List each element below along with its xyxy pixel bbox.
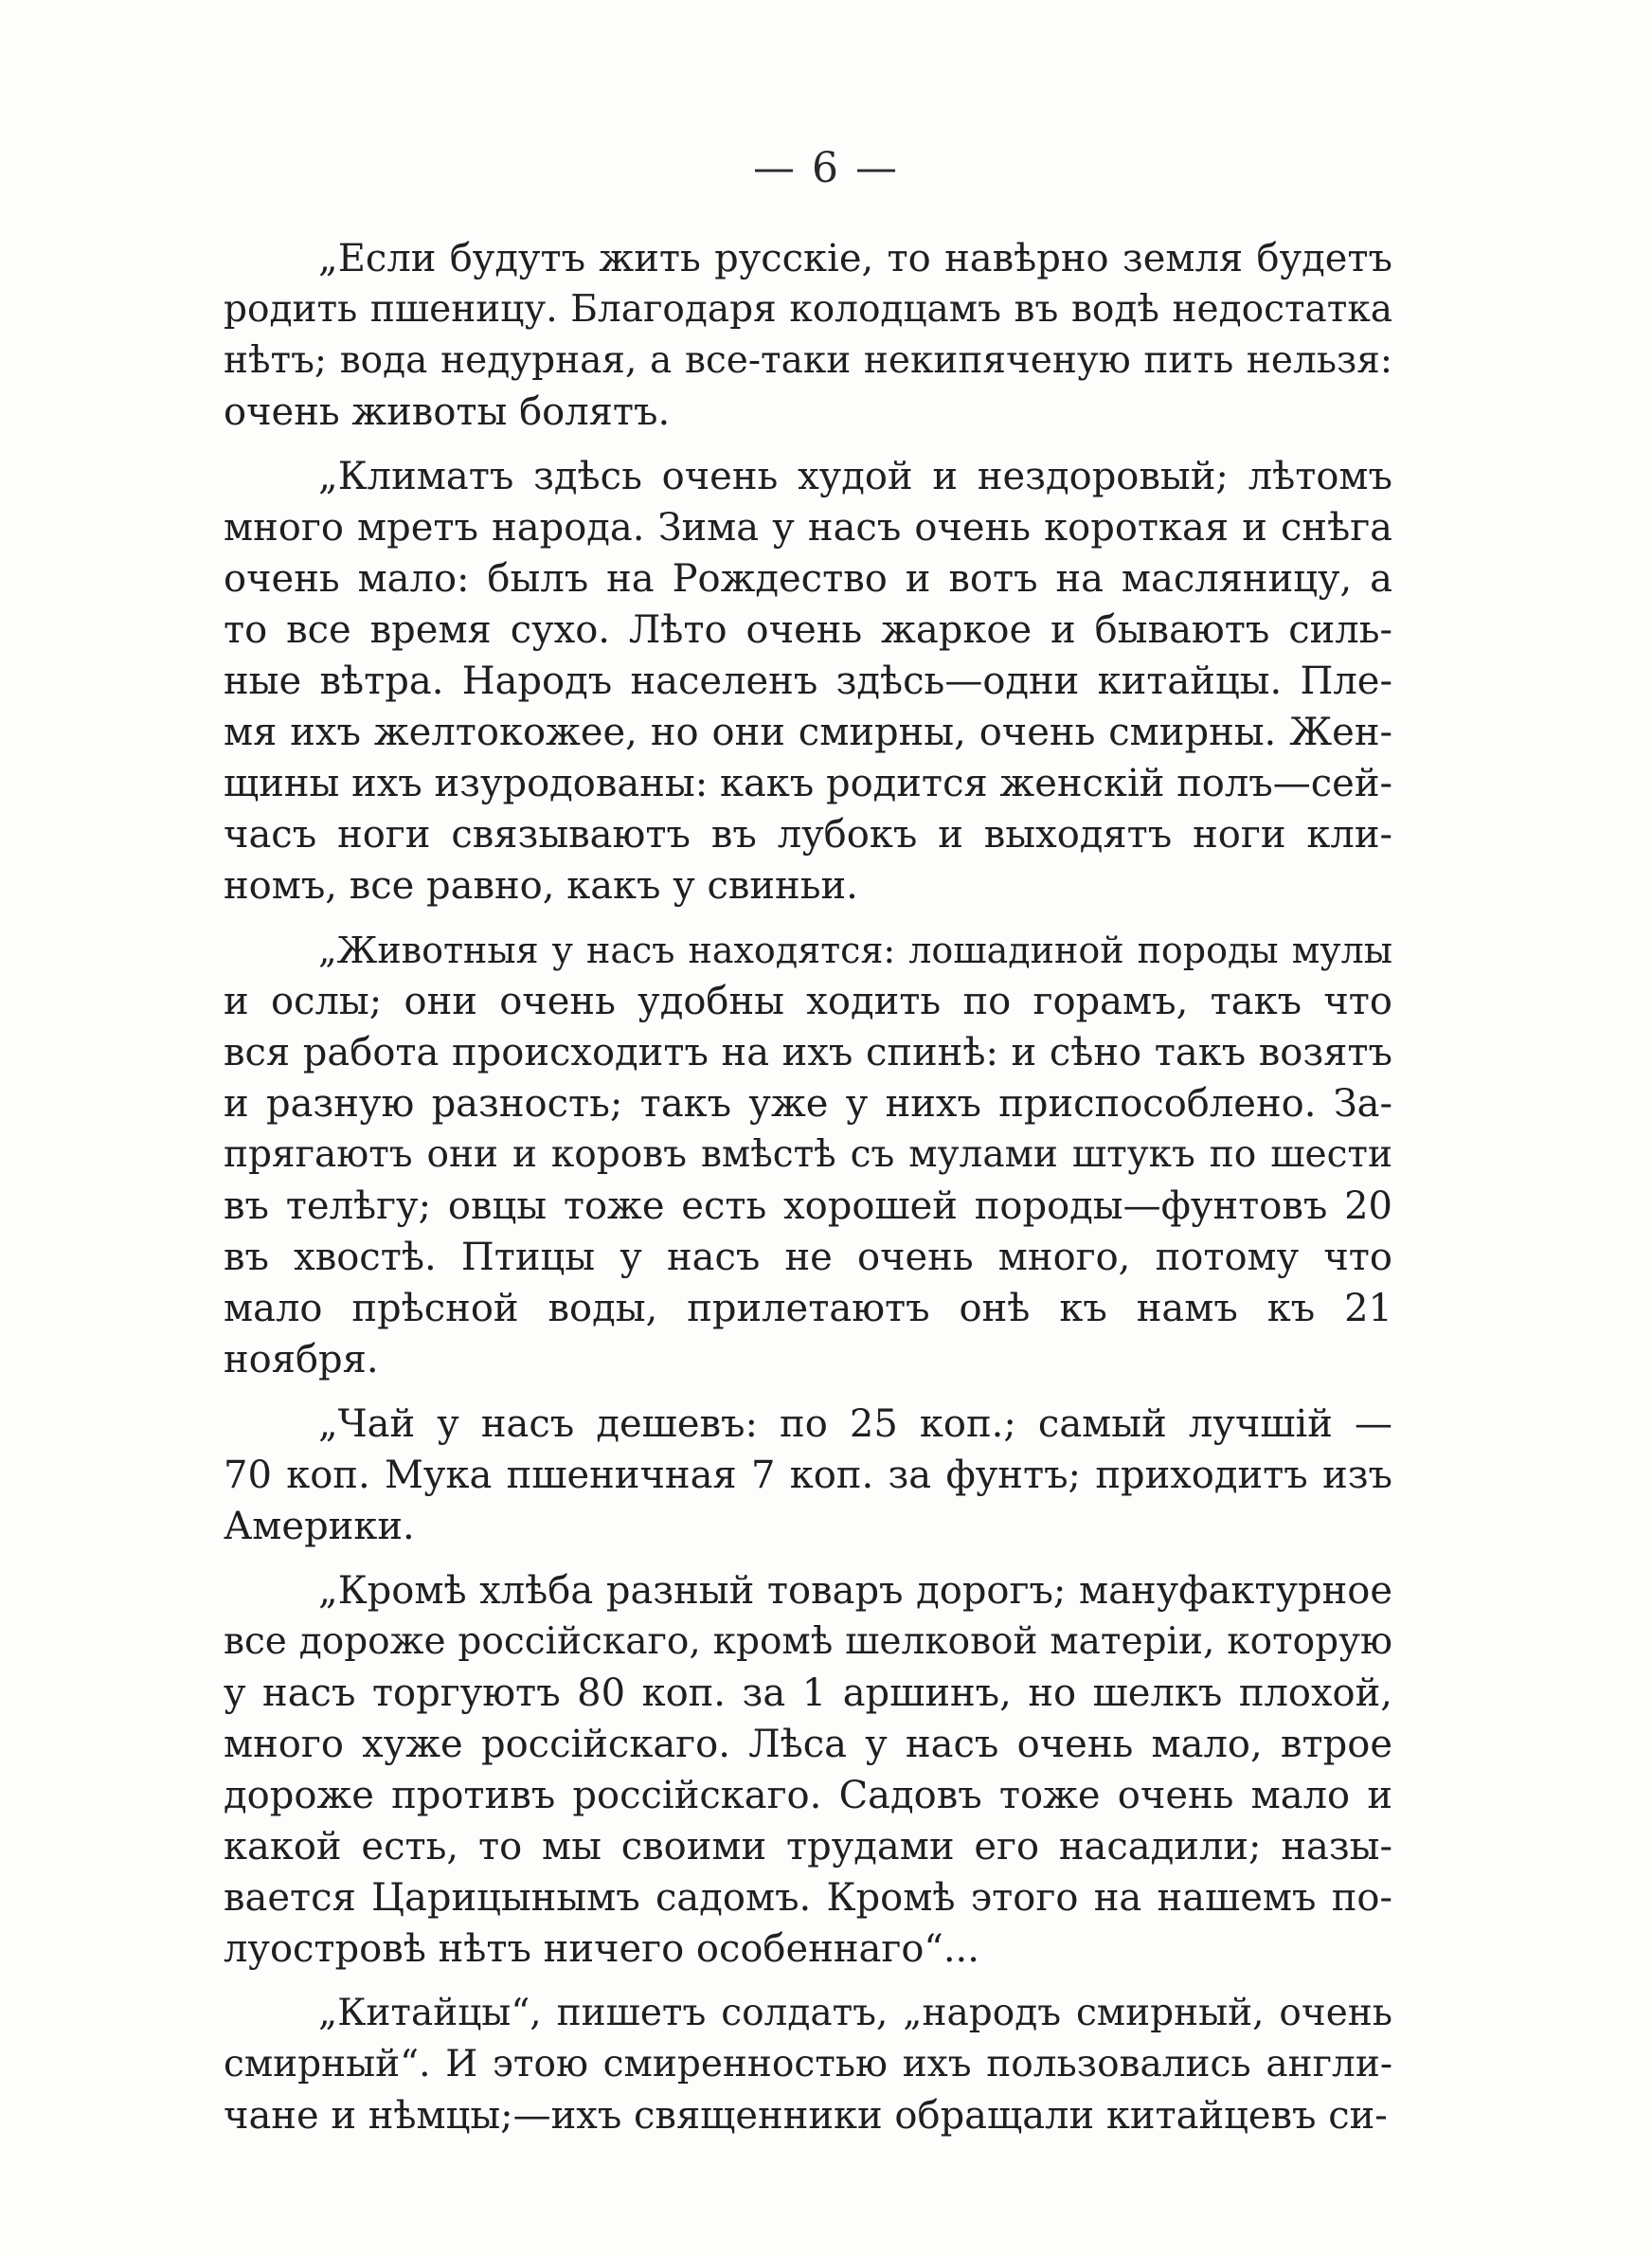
text-line: номъ, все равно, какъ у свиньи. <box>224 864 858 908</box>
text-line: дороже противъ россійскаго. Садовъ тоже очень мало и <box>224 1774 1392 1817</box>
text-line: очень мало: былъ на Рождество и вотъ на масляницу, а <box>224 557 1392 601</box>
text-line: ноября. <box>224 1338 379 1381</box>
text-line: и разную разность; такъ уже у нихъ приспособлено. За- <box>224 1082 1392 1126</box>
text-line: „Климатъ здѣсь очень худой и нездоровый; лѣтомъ <box>318 455 1392 498</box>
text-line: нѣтъ; вода недурная, а все-таки некипяченую пить нельзя: <box>224 339 1392 382</box>
text-line: „Китайцы“, пишетъ солдатъ, „народъ смирный, очень <box>318 1992 1392 2034</box>
text-line: „Животныя у насъ находятся: лошадиной породы мулы <box>318 930 1392 971</box>
paragraph <box>224 1565 1392 1975</box>
text-line: луостровѣ нѣтъ ничего особеннаго“... <box>224 1927 979 1971</box>
text-line: прягаютъ они и коровъ вмѣстѣ съ мулами штукъ по шести <box>224 1133 1392 1176</box>
text-line: смирный“. И этою смиренностью ихъ пользовались англи- <box>224 2043 1392 2085</box>
text-line: мя ихъ желтокожее, но они смирны, очень смирны. Жен- <box>224 711 1392 754</box>
page-number: — 6 — <box>753 144 899 192</box>
text-line: и ослы; они очень удобны ходить по горамъ, такъ что <box>224 980 1392 1023</box>
text-line: 70 коп. Мука пшеничная 7 коп. за фунтъ; приходитъ изъ <box>224 1454 1392 1497</box>
paragraph <box>224 233 1392 438</box>
paragraph <box>224 1988 1392 2141</box>
body-text <box>224 233 1392 2155</box>
text-line: чане и нѣмцы;—ихъ священники обращали китайцевъ си- <box>224 2094 1388 2138</box>
text-line: въ хвостѣ. Птицы у насъ не очень много, потому что <box>224 1236 1392 1279</box>
paragraph <box>224 451 1392 912</box>
text-line: Америки. <box>224 1505 415 1548</box>
paragraph <box>224 1399 1392 1552</box>
text-line: какой есть, то мы своими трудами его насадили; назы- <box>224 1825 1392 1869</box>
text-line: много мретъ народа. Зима у насъ очень короткая и снѣга <box>224 506 1392 550</box>
text-line: вся работа происходитъ на ихъ спинѣ: и сѣно такъ возятъ <box>224 1031 1392 1074</box>
text-line: часъ ноги связываютъ въ лубокъ и выходятъ ноги кли- <box>224 813 1392 857</box>
text-line: щины ихъ изуродованы: какъ родится женскій полъ—сей- <box>224 762 1392 805</box>
paragraph <box>224 925 1392 1385</box>
text-line: очень животы болятъ. <box>224 390 671 434</box>
text-line: то все время сухо. Лѣто очень жаркое и бываютъ силь- <box>224 608 1392 652</box>
text-line: въ телѣгу; овцы тоже есть хорошей породы—фунтовъ 20 <box>224 1184 1392 1228</box>
text-line: у насъ торгуютъ 80 коп. за 1 аршинъ, но шелкъ плохой, <box>224 1671 1392 1715</box>
text-line: ные вѣтра. Народъ населенъ здѣсь—одни китайцы. Пле- <box>224 659 1392 703</box>
text-line: „Чай у насъ дешевъ: по 25 коп.; самый лучшій — <box>318 1402 1392 1446</box>
text-line: „Кромѣ хлѣба разный товаръ дорогъ; мануфактурное <box>318 1569 1392 1613</box>
text-line: родить пшеницу. Благодаря колодцамъ въ водѣ недостатка <box>224 288 1392 331</box>
text-line: много хуже россійскаго. Лѣса у насъ очень мало, втрое <box>224 1723 1392 1766</box>
text-line: вается Царицынымъ садомъ. Кромѣ этого на нашемъ по- <box>224 1876 1392 1920</box>
text-line: „Если будутъ жить русскіе, то навѣрно земля будетъ <box>318 237 1392 280</box>
text-line: мало прѣсной воды, прилетаютъ онѣ къ намъ къ 21 <box>224 1287 1392 1330</box>
text-line: все дороже россійскаго, кромѣ шелковой матеріи, которую <box>224 1620 1392 1663</box>
